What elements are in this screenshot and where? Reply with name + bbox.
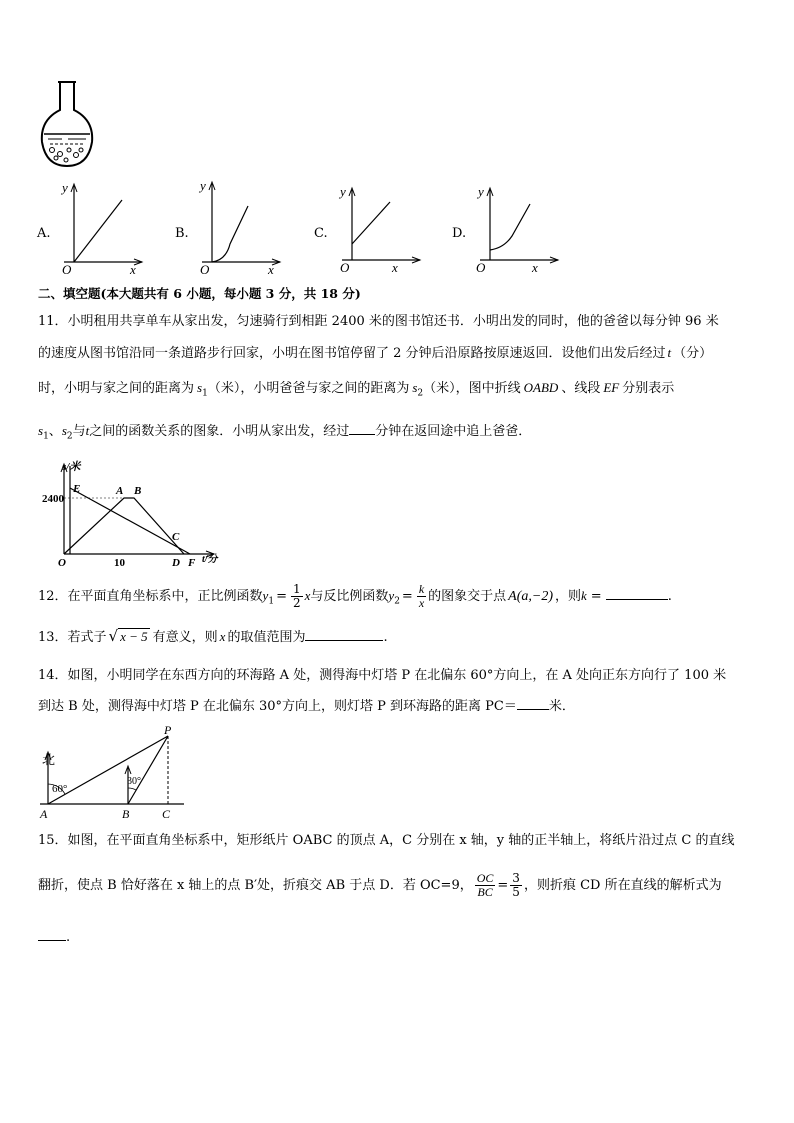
- sub-1: 1: [268, 596, 275, 607]
- fraction-half: [291, 583, 303, 610]
- var-k: k: [581, 588, 587, 603]
- point-e-label: E: [73, 483, 81, 495]
- q11-line3-text: 分别表示: [622, 381, 675, 396]
- point-p-label: P: [164, 723, 172, 737]
- equals: =: [497, 878, 509, 893]
- equals: =: [590, 589, 602, 604]
- option-a-label: A.: [37, 226, 51, 241]
- point-b-label: B: [134, 485, 142, 497]
- period: .: [667, 589, 672, 604]
- q12-text: ，则: [555, 589, 582, 604]
- numerator: k: [418, 582, 425, 596]
- var-s2: s: [61, 423, 67, 438]
- q13-text: 有意义，则: [152, 630, 218, 645]
- origin-label: O: [476, 260, 486, 275]
- y-axis-label: y: [200, 178, 206, 193]
- angle-60-label: 60°: [52, 783, 68, 795]
- var-t: t: [667, 345, 672, 360]
- var-y1: y: [262, 588, 269, 603]
- radicand: x − 5: [120, 629, 148, 644]
- origin-label: O: [340, 260, 350, 275]
- q14-line1: 14．如图，小明同学在东西方向的环海路 A 处，测得海中灯塔 P 在北偏东 60°方向上，在 A 处向正东方向行了 100 米: [38, 668, 727, 683]
- sub-2: 2: [394, 596, 400, 607]
- x-axis-label: x: [392, 260, 398, 275]
- q15-text: 翻折，使点 B 恰好落在 x 轴上的点 B′处，折痕交 AB 于点 D．若 OC=9，: [38, 878, 473, 893]
- denominator: BC: [477, 885, 493, 899]
- fraction-oc-bc: [475, 872, 496, 899]
- x-axis-label: x: [268, 262, 274, 277]
- y-axis-label: y: [62, 180, 68, 195]
- q15-line2: [38, 868, 722, 904]
- numerator: OC: [476, 871, 494, 885]
- q11-line4: [38, 422, 531, 445]
- period: .: [66, 930, 71, 945]
- sub-1: 1: [43, 431, 49, 442]
- fraction-k-over-x: [417, 583, 426, 610]
- option-b-graph: [196, 176, 286, 278]
- q12-text: 与反比例函数: [310, 589, 389, 604]
- north-label: 北: [42, 752, 56, 767]
- sqrt-sign: √: [108, 627, 119, 645]
- equals: =: [401, 589, 413, 604]
- q11-line4-text: 分钟在返回途中追上爸爸．: [375, 424, 532, 439]
- q11-line4-text: 之间的函数关系的图象．小明从家出发，经过: [89, 424, 350, 439]
- q11-line3-text: 时，小明与家之间的距离为: [38, 381, 195, 396]
- q11-line2-text: 的速度从图书馆沿同一条道路步行回家，小明在图书馆停留了 2 分钟后沿原路按原速返回．设他们出发后经过: [38, 346, 666, 361]
- q11-line3-text: （米），小明爸爸与家之间的距离为: [207, 381, 410, 396]
- q15-line1: 15．如图，在平面直角坐标系中，矩形纸片 OABC 的顶点 A，C 分别在 x 轴，y 轴的正半轴上，将纸片沿过点 C 的直线: [38, 833, 735, 848]
- answer-blank[interactable]: [517, 697, 549, 710]
- x-axis-label: x: [532, 260, 538, 275]
- section-header: 二、填空题(本大题共有 6 小题，每小题 3 分，共 18 分): [38, 286, 361, 301]
- q11-line3-text: （米），图中折线: [423, 381, 521, 396]
- equals: =: [276, 589, 287, 604]
- q13-line: [38, 628, 388, 646]
- point-d-label: D: [172, 557, 180, 568]
- flask-illustration: [36, 80, 98, 170]
- q13-text: 13．若式子: [38, 630, 107, 645]
- q14-figure: [38, 722, 188, 822]
- y-axis-label: y: [340, 184, 346, 199]
- var-x: x: [219, 629, 226, 644]
- q11-line4-text: 、: [48, 424, 62, 439]
- origin-label: O: [58, 557, 66, 568]
- sub-2: 2: [417, 388, 424, 399]
- point-b-label: B: [122, 807, 130, 821]
- q11-line2: [38, 345, 712, 362]
- y-axis-label: y: [478, 184, 484, 199]
- q11-graph: [40, 458, 230, 568]
- sub-1: 1: [202, 388, 208, 399]
- q12-line: [38, 580, 672, 612]
- point-a: A(a,−2): [508, 589, 553, 604]
- tick-2400: 2400: [42, 493, 64, 505]
- sub-2: 2: [66, 431, 73, 442]
- q14-text: 米．: [548, 699, 575, 714]
- var-y2: y: [388, 588, 395, 603]
- var-oabd: OABD: [523, 380, 559, 395]
- denominator: 5: [512, 885, 520, 899]
- origin-label: O: [62, 262, 72, 277]
- option-b-label: B.: [175, 226, 189, 241]
- q11-line3-text: 、线段: [561, 381, 601, 396]
- option-c-graph: [336, 182, 426, 276]
- q13-text: 的取值范围为: [227, 630, 306, 645]
- option-d-label: D.: [452, 226, 467, 241]
- q12-text: 的图象交于点: [428, 589, 507, 604]
- q11-line3: [38, 380, 674, 402]
- denominator: x: [418, 596, 425, 610]
- option-d-graph: [474, 182, 564, 276]
- q11-line1: 11．小明租用共享单车从家出发，匀速骑行到相距 2400 米的图书馆还书．小明出发的同时，他的爸爸以每分钟 96 米: [38, 314, 719, 329]
- q15-line3: [38, 928, 70, 946]
- var-ef: EF: [603, 380, 620, 395]
- q12-text: 12．在平面直角坐标系中，正比例函数: [38, 589, 263, 604]
- var-s2: s: [412, 380, 418, 395]
- period: .: [383, 630, 388, 645]
- denominator: 2: [292, 596, 301, 610]
- q15-text: ，则折痕 CD 所在直线的解析式为: [523, 878, 722, 893]
- numerator: 3: [512, 871, 520, 885]
- point-c-label: C: [172, 531, 180, 543]
- var-t: t: [85, 423, 90, 438]
- point-f-label: F: [188, 557, 196, 568]
- tick-10: 10: [114, 557, 125, 568]
- y-axis-label: s/米: [62, 461, 81, 473]
- answer-blank[interactable]: [349, 422, 375, 435]
- fraction-3-5: [510, 872, 522, 899]
- var-s1: s: [197, 380, 203, 395]
- var-s1: s: [38, 423, 44, 438]
- q14-text: 到达 B 处，测得海中灯塔 P 在北偏东 30°方向上，则灯塔 P 到环海路的距离 PC＝: [38, 699, 517, 714]
- point-c-label: C: [162, 807, 171, 821]
- angle-30-label: 30°: [127, 776, 141, 787]
- numerator: 1: [292, 582, 301, 596]
- option-a-graph: [58, 178, 148, 278]
- origin-label: O: [200, 262, 210, 277]
- q11-line2-unit: （分）: [673, 346, 713, 361]
- answer-blank[interactable]: [606, 587, 668, 600]
- answer-blank[interactable]: [38, 928, 66, 941]
- q11-line4-text: 与: [72, 424, 86, 439]
- x-axis-label: x: [130, 262, 136, 277]
- q14-line2: [38, 697, 575, 715]
- point-a-label: A: [116, 485, 124, 497]
- var-x: x: [304, 588, 311, 603]
- option-c-label: C.: [314, 226, 328, 241]
- x-axis-label: t/分: [202, 554, 218, 565]
- point-a-label: A: [40, 807, 48, 821]
- answer-blank[interactable]: [305, 628, 383, 641]
